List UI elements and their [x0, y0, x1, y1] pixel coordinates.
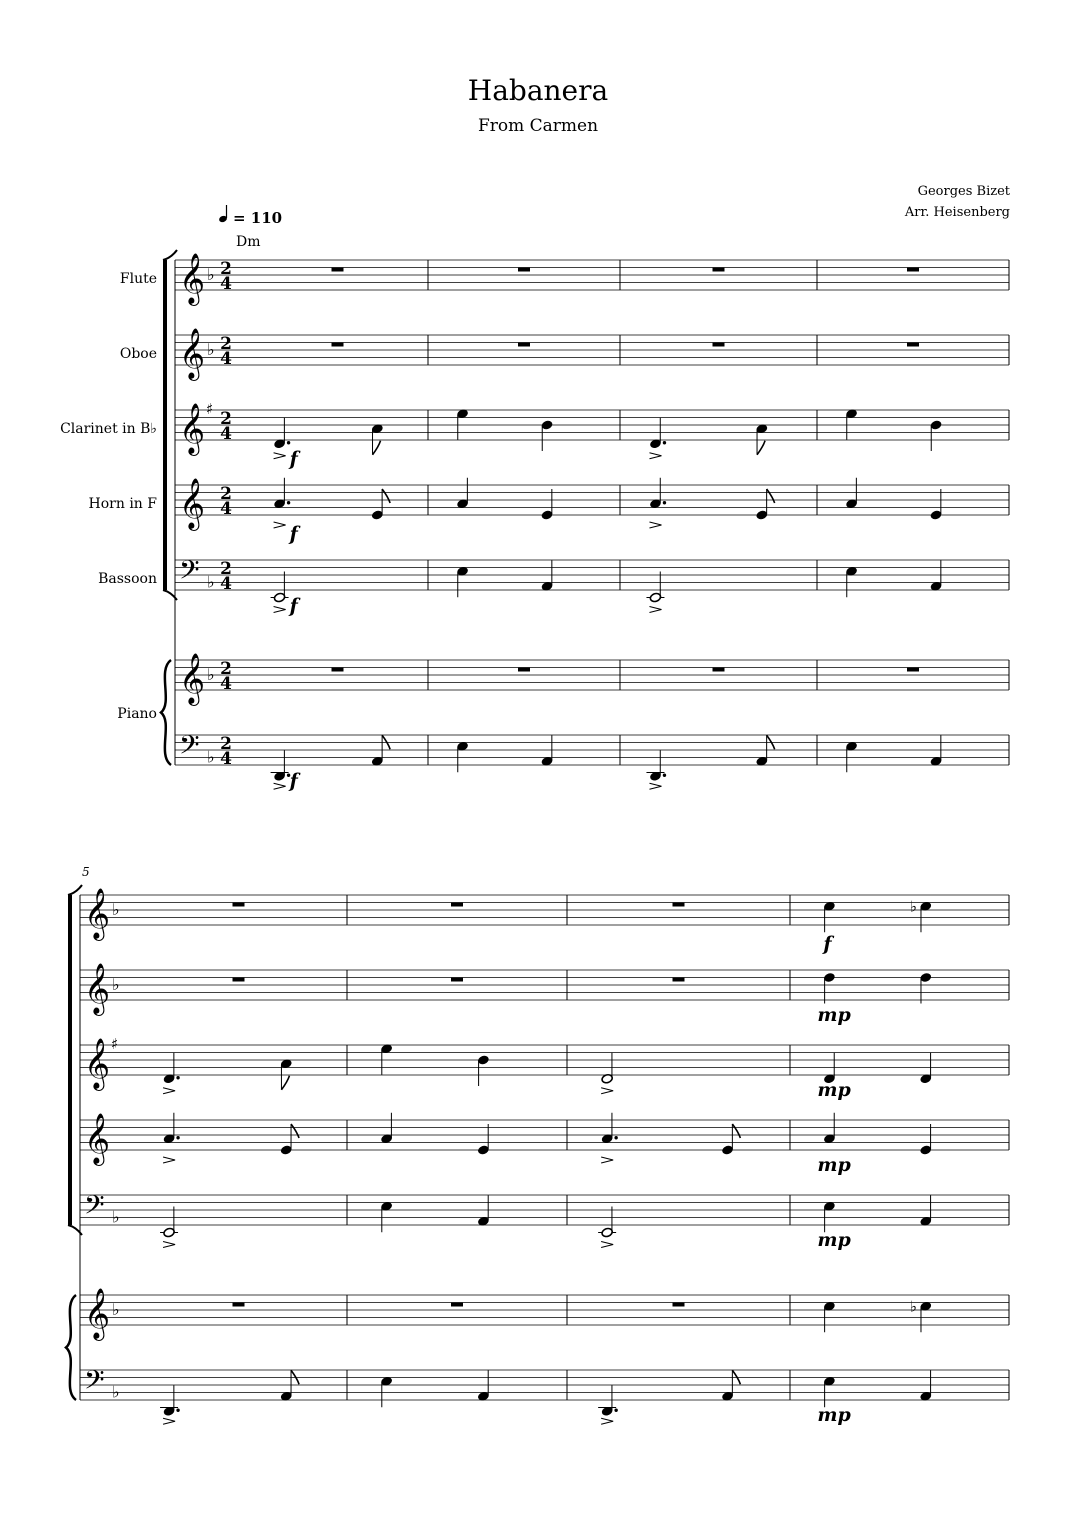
flat-key-icon: ♭ — [207, 747, 215, 767]
whole-rest — [518, 343, 530, 347]
note-flag — [757, 441, 765, 455]
augmentation-dot — [663, 441, 666, 444]
dynamic-mezzo_piano: mp — [817, 1404, 851, 1426]
score-title: Habanera — [467, 74, 609, 107]
whole-rest — [233, 903, 245, 907]
note-flag — [767, 489, 775, 503]
sharp-key-icon: ♯ — [206, 400, 214, 418]
time-signature-numerator: 2 — [220, 409, 232, 429]
augmentation-dot — [176, 1136, 179, 1139]
dynamic-forte: f — [289, 595, 298, 617]
whole-rest — [673, 978, 685, 982]
whole-rest — [713, 668, 725, 672]
flat-key-icon: ♭ — [112, 975, 120, 994]
accent-mark — [601, 1157, 613, 1163]
time-signature-numerator: 2 — [220, 734, 232, 754]
augmentation-dot — [176, 1409, 179, 1412]
flat-key-icon: ♭ — [112, 1207, 120, 1227]
time-signature-denominator: 4 — [220, 349, 232, 369]
accent-mark — [649, 607, 661, 613]
bass-clef-icon: 𝄢 — [179, 554, 200, 592]
treble-clef-icon: 𝄞 — [84, 963, 111, 1014]
time-signature-numerator: 2 — [220, 259, 232, 279]
flat-accidental-icon: ♭ — [909, 1297, 917, 1316]
whole-rest — [518, 668, 530, 672]
bracket-top-hook — [68, 885, 82, 895]
whole-rest — [673, 903, 685, 907]
flat-key-icon: ♭ — [207, 665, 215, 684]
treble-clef-icon: 𝄞 — [179, 403, 206, 454]
augmentation-dot — [614, 1409, 617, 1412]
accent-mark — [163, 1418, 175, 1424]
augmentation-dot — [287, 441, 290, 444]
chord-symbol: Dm — [236, 234, 261, 250]
augmentation-dot — [614, 1136, 617, 1139]
dynamic-forte: f — [289, 448, 298, 470]
arranger-credit: Arr. Heisenberg — [904, 205, 1010, 220]
flat-key-icon: ♭ — [207, 572, 215, 592]
instrument-name-flute: Flute — [119, 271, 157, 287]
note-flag — [291, 1124, 299, 1138]
flat-key-icon: ♭ — [112, 900, 120, 919]
bass-clef-icon: 𝄢 — [84, 1189, 105, 1227]
accent-mark — [163, 1088, 175, 1094]
composer-credit: Georges Bizet — [917, 184, 1010, 199]
augmentation-dot — [176, 1076, 179, 1079]
dynamic-forte: f — [289, 523, 298, 545]
instrument-name-oboe: Oboe — [119, 346, 157, 362]
dynamic-mezzo_piano: mp — [817, 1229, 851, 1251]
accent-mark — [601, 1088, 613, 1094]
note-flag — [281, 1076, 289, 1090]
note-flag — [373, 441, 381, 455]
bass-clef-icon: 𝄢 — [179, 729, 200, 767]
treble-clef-icon: 𝄞 — [84, 1288, 111, 1339]
piano-brace — [66, 1295, 76, 1400]
flat-key-icon: ♭ — [207, 340, 215, 359]
instrument-name-clarinet: Clarinet in B♭ — [60, 421, 157, 437]
augmentation-dot — [663, 501, 666, 504]
accent-mark — [274, 522, 286, 528]
whole-rest — [233, 978, 245, 982]
flat-key-icon: ♭ — [207, 265, 215, 284]
treble-clef-icon: 𝄞 — [84, 1038, 111, 1089]
time-signature-numerator: 2 — [220, 659, 232, 679]
dynamic-forte: f — [289, 770, 298, 792]
whole-rest — [332, 668, 344, 672]
whole-rest — [907, 668, 919, 672]
sharp-key-icon: ♯ — [111, 1035, 119, 1053]
accent-mark — [601, 1418, 613, 1424]
accent-mark — [274, 607, 286, 613]
note-flag — [732, 1124, 740, 1138]
accent-mark — [163, 1157, 175, 1163]
instrument-name-bassoon: Bassoon — [98, 571, 157, 587]
whole-rest — [673, 1303, 685, 1307]
dynamic-forte: f — [823, 933, 832, 955]
treble-clef-icon: 𝄞 — [179, 478, 206, 529]
flat-accidental-icon: ♭ — [909, 897, 917, 916]
treble-clef-icon: 𝄞 — [179, 653, 206, 704]
flat-key-icon: ♭ — [112, 1300, 120, 1319]
accent-mark — [163, 1242, 175, 1248]
piano-brace — [161, 660, 171, 765]
time-signature-denominator: 4 — [220, 574, 232, 594]
whole-rest — [233, 1303, 245, 1307]
time-signature-denominator: 4 — [220, 424, 232, 444]
whole-rest — [332, 268, 344, 272]
treble-clef-icon: 𝄞 — [84, 888, 111, 939]
augmentation-dot — [287, 501, 290, 504]
accent-mark — [649, 453, 661, 459]
bass-clef-icon: 𝄢 — [84, 1364, 105, 1402]
treble-clef-icon: 𝄞 — [84, 1113, 111, 1164]
time-signature-denominator: 4 — [220, 749, 232, 769]
tempo-text: = 110 — [233, 209, 283, 227]
whole-rest — [907, 343, 919, 347]
time-signature-numerator: 2 — [220, 334, 232, 354]
dynamic-mezzo_piano: mp — [817, 1079, 851, 1101]
score-subtitle: From Carmen — [477, 116, 599, 136]
time-signature-denominator: 4 — [220, 674, 232, 694]
tempo-marking — [218, 205, 282, 227]
whole-rest — [518, 268, 530, 272]
accent-mark — [649, 522, 661, 528]
time-signature-numerator: 2 — [220, 484, 232, 504]
whole-rest — [713, 268, 725, 272]
time-signature-denominator: 4 — [220, 499, 232, 519]
instrument-name-horn: Horn in F — [88, 496, 157, 512]
accent-mark — [601, 1242, 613, 1248]
whole-rest — [713, 343, 725, 347]
whole-rest — [451, 1303, 463, 1307]
instrument-name-piano: Piano — [117, 706, 157, 722]
accent-mark — [274, 453, 286, 459]
time-signature-denominator: 4 — [220, 274, 232, 294]
dynamic-mezzo_piano: mp — [817, 1154, 851, 1176]
whole-rest — [332, 343, 344, 347]
whole-rest — [451, 978, 463, 982]
augmentation-dot — [663, 774, 666, 777]
treble-clef-icon: 𝄞 — [179, 328, 206, 379]
accent-mark — [274, 783, 286, 789]
measure-number: 5 — [82, 865, 90, 879]
dynamic-mezzo_piano: mp — [817, 1004, 851, 1026]
note-flag — [382, 489, 390, 503]
staff-systems — [66, 250, 1009, 1426]
time-signature-numerator: 2 — [220, 559, 232, 579]
accent-mark — [649, 783, 661, 789]
whole-rest — [451, 903, 463, 907]
treble-clef-icon: 𝄞 — [179, 253, 206, 304]
flat-key-icon: ♭ — [112, 1382, 120, 1402]
bracket-top-hook — [163, 250, 177, 260]
whole-rest — [907, 268, 919, 272]
